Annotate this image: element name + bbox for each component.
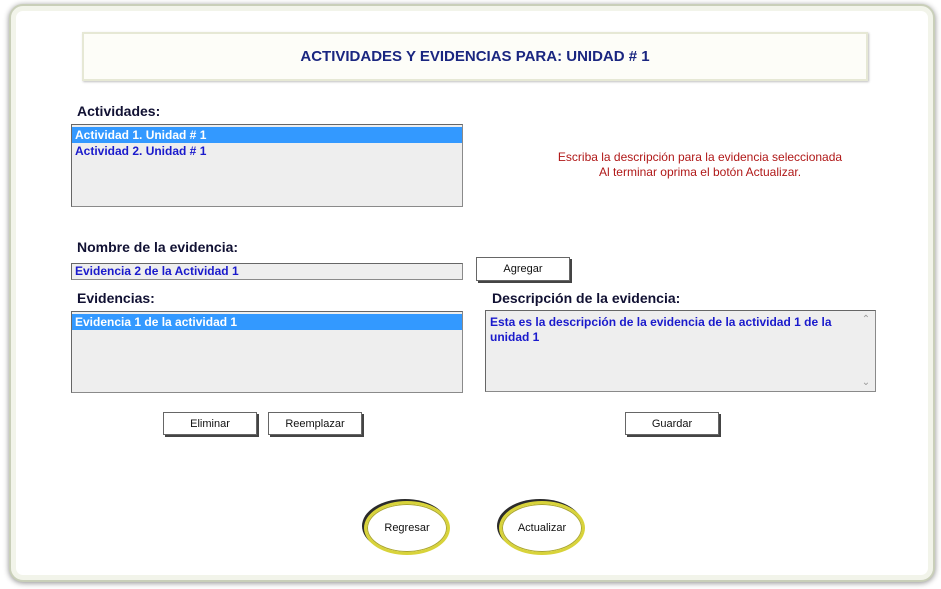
back-button[interactable]: Regresar (364, 501, 450, 555)
activities-listbox[interactable] (71, 124, 463, 207)
scroll-down-icon[interactable]: ⌄ (861, 377, 871, 388)
description-label: Descripción de la evidencia: (492, 290, 681, 306)
title-panel (82, 32, 868, 81)
update-button[interactable]: Actualizar (499, 501, 585, 555)
add-button[interactable]: Agregar (476, 257, 570, 281)
delete-button[interactable]: Eliminar (163, 412, 257, 435)
description-textarea[interactable] (485, 310, 876, 392)
instructions-line-2: Al terminar oprima el botón Actualizar. (598, 165, 802, 179)
activities-label: Actividades: (77, 103, 161, 119)
save-button[interactable]: Guardar (625, 412, 719, 435)
scroll-up-icon[interactable]: ⌃ (861, 314, 871, 325)
activity-item-2[interactable]: Actividad 2. Unidad # 1 (75, 144, 207, 158)
evidences-label: Evidencias: (77, 290, 155, 306)
description-text: Esta es la descripción de la evidencia de la actividad 1 de la unidad 1 (490, 315, 832, 344)
activity-item-1[interactable]: Actividad 1. Unidad # 1 (72, 127, 462, 143)
instructions-text (520, 150, 880, 180)
evidences-listbox[interactable] (71, 311, 463, 393)
page-title: ACTIVIDADES Y EVIDENCIAS PARA: UNIDAD # 1 (300, 48, 650, 65)
replace-button[interactable]: Reemplazar (268, 412, 362, 435)
evidence-item-1[interactable]: Evidencia 1 de la actividad 1 (72, 314, 462, 330)
evidence-name-label: Nombre de la evidencia: (77, 239, 239, 255)
instructions-line-1: Escriba la descripción para la evidencia seleccionada (557, 150, 843, 164)
evidence-name-input[interactable]: Evidencia 2 de la Actividad 1 (71, 263, 463, 280)
